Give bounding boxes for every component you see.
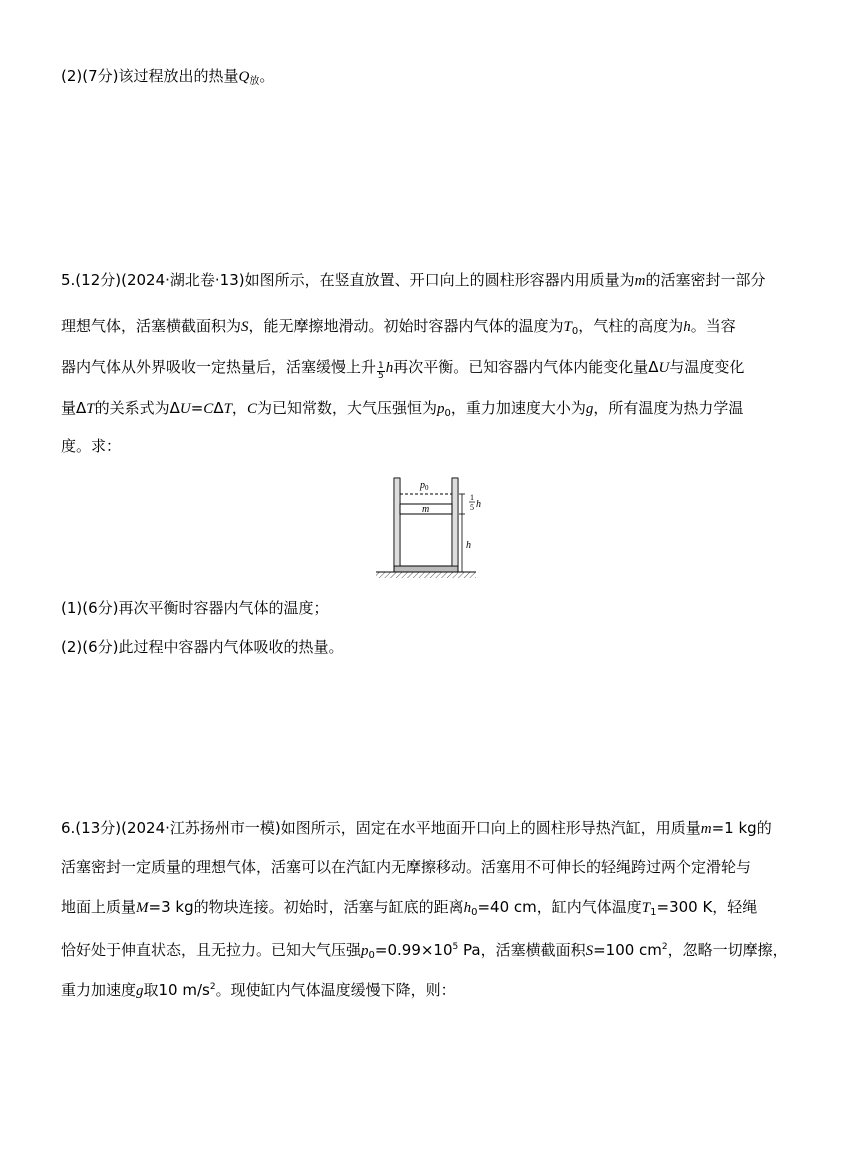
svg-text:5: 5 xyxy=(470,503,474,512)
q5-line-1: 5.(12分)(2024·湖北卷·13)如图所示，在竖直放置、开口向上的圆柱形容器内用质量为m的活塞密封一部分 xyxy=(61,271,766,289)
svg-text:h: h xyxy=(476,499,481,510)
q5-line-5: 度。求： xyxy=(61,437,122,455)
m-label: m xyxy=(422,504,430,515)
q4-part2: (2)(7分)该过程放出的热量$Q_放$。 xyxy=(61,67,275,87)
q5-line-2: 理想气体，活塞横截面积为S，能无摩擦地滑动。初始时容器内气体的温度为$T_0$，气柱的高度为h。当容 xyxy=(61,317,736,337)
q6-line-5: 重力加速度g取10 $m/s^2$。现使缸内气体温度缓慢下降，则： xyxy=(61,981,456,999)
q6-line-3: 地面上质量M=3 kg的物块连接。初始时，活塞与缸底的距离$h_0=40$ cm，缸内气体温度$T_1=300$ K，轻绳 xyxy=(61,898,758,918)
q5-part2: (2)(6分)此过程中容器内气体吸收的热量。 xyxy=(61,638,344,656)
q5-part1: (1)(6分)再次平衡时容器内气体的温度； xyxy=(61,599,329,617)
q6-line-1: 6.(13分)(2024·江苏扬州市一模)如图所示，固定在水平地面开口向上的圆柱形导热汽缸，用质量m=1 kg的 xyxy=(61,819,772,837)
q6-line-2: 活塞密封一定质量的理想气体，活塞可以在汽缸内无摩擦移动。活塞用不可伸长的轻绳跨过两个定滑轮与 xyxy=(61,858,752,876)
p0-label: $p_0$ xyxy=(420,480,429,492)
container xyxy=(394,478,458,572)
q5-line-4: 量ΔT的关系式为ΔU=CΔT，C为已知常数，大气压强恒为$p_0$，重力加速度大小为g，所有温度为热力学温 xyxy=(61,399,744,419)
svg-text:1: 1 xyxy=(470,493,474,502)
ground-hatch xyxy=(376,572,476,578)
cylinder-figure xyxy=(370,468,490,584)
q6-line-4: 恰好处于伸直状态，且无拉力。已知大气压强$p_0=0.99\times 10^5$ Pa，活塞横截面积S=100 $cm^2$，忽略一切摩擦， xyxy=(61,941,788,961)
h-label: h xyxy=(466,540,471,551)
q5-line-3: 器内气体从外界吸收一定热量后，活塞缓慢上升 $\frac{1}{5}$ h再次平衡。已知容器内气体内能变化量ΔU与温度变化 xyxy=(61,358,745,381)
fraction: $\frac{1}{5}$ xyxy=(378,361,384,381)
